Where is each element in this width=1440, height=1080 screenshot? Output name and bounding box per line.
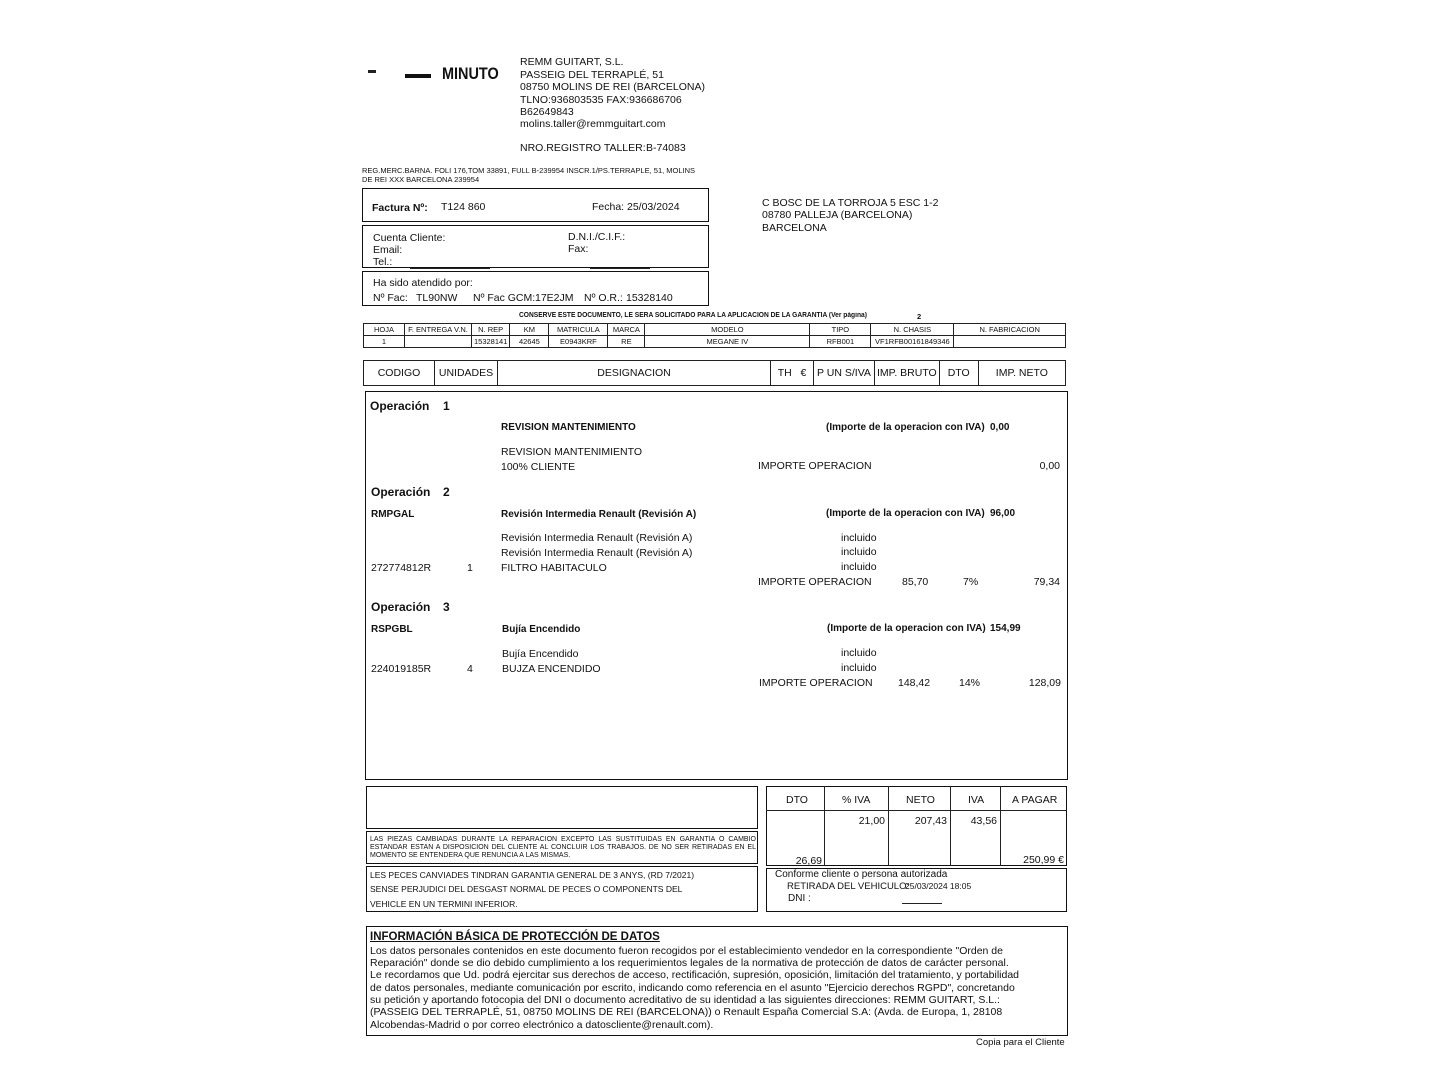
operation-code: RSPGBL [371, 624, 413, 635]
operation-total-neto: 79,34 [1033, 576, 1060, 588]
registro-value: B-74083 [646, 142, 686, 154]
vehicle-table [363, 323, 1066, 348]
columns-header [363, 360, 1066, 386]
col-th-label: TH [777, 367, 792, 379]
logo-mark [405, 74, 431, 78]
operation-total-label: IMPORTE OPERACION [759, 677, 873, 689]
totals-header-dto: DTO [786, 794, 808, 806]
footer-copy-label: Copia para el Cliente [976, 1037, 1065, 1048]
col-imp-bruto: IMP. BRUTO [875, 361, 940, 386]
garantia-line-2: SENSE PERJUDICI DEL DESGAST NORMAL DE PECES O COMPONENTS DEL [370, 884, 683, 894]
cuenta-cliente-label: Cuenta Cliente: [373, 232, 446, 244]
vehicle-header: HOJA [364, 324, 405, 336]
line-desc: Revisión Intermedia Renault (Revisión A) [501, 547, 693, 559]
company-address-2: 08750 MOLINS DE REI (BARCELONA) [520, 81, 705, 93]
operation-total-bruto: 148,42 [898, 677, 931, 689]
logo-text: MINUTO [442, 64, 499, 83]
operation-title: Operación [371, 485, 431, 499]
dni-label: D.N.I./C.I.F.: [568, 231, 626, 243]
operation-total-label: IMPORTE OPERACION [758, 576, 872, 588]
operation-importe-label: (Importe de la operacion con IVA) [826, 422, 985, 433]
operation-importe-label: (Importe de la operacion con IVA) [826, 508, 985, 519]
vehicle-value-row [364, 336, 1066, 348]
nor-label: Nº O.R.: [584, 292, 623, 304]
operation-name: Revisión Intermedia Renault (Revisión A) [501, 509, 697, 520]
line-desc: BUJZA ENCENDIDO [502, 663, 601, 675]
totals-col-rule [1000, 786, 1001, 866]
notes-empty-box [366, 786, 758, 829]
operation-total-dto: 7% [963, 576, 979, 588]
vehicle-header: MATRICULA [549, 324, 608, 336]
operation-importe-value: 0,00 [990, 422, 1010, 433]
proteccion-line: Los datos personales contenidos en este documento fueron recogidos por el establecimiento vendedor en la correspondiente "Orden de [370, 945, 1003, 957]
proteccion-line: de datos personales, mediante comunicación por escrito, indicando como referencia en el asunto "Ejercicio derechos RGPD", concretando [370, 982, 1015, 994]
vehicle-header: F. ENTREGA V.N. [405, 324, 472, 336]
garantia-line-1: LES PECES CANVIADES TINDRAN GARANTIA GENERAL DE 3 ANYS, (RD 7/2021) [370, 870, 695, 880]
col-th [771, 361, 814, 386]
vehicle-header: MODELO [645, 324, 810, 336]
totals-neto: 207,43 [914, 815, 947, 827]
company-cif: B62649843 [520, 106, 574, 118]
totals-col-rule [950, 786, 951, 866]
line-status: incluido [841, 561, 877, 573]
totals-header-iva: IVA [968, 794, 985, 806]
operation-total-neto: 0,00 [1039, 460, 1060, 472]
tel-label: Tel.: [373, 256, 393, 268]
proteccion-line: Le recordamos que Ud. podrá ejercitar sus derechos de acceso, rectificación, supresión, oposición, limitación del tratamiento, y portabilidad [370, 969, 1020, 981]
operation-total-label: IMPORTE OPERACION [758, 460, 872, 472]
nfac-gcm-label: Nº Fac GCM: [473, 292, 536, 304]
fecha-label: Fecha: [592, 201, 625, 213]
customer-box-rule [410, 268, 490, 269]
totals-iva: 43,56 [970, 815, 997, 827]
vehicle-value: RFB001 [810, 336, 871, 348]
line-code: 224019185R [371, 663, 432, 675]
line-status: incluido [841, 532, 877, 544]
line-desc: REVISION MANTENIMIENTO [501, 446, 642, 458]
proteccion-line: Alcobendas-Madrid o por correo electrónico a datoscliente@renault.com). [370, 1019, 714, 1031]
warranty-note-page: 2 [917, 312, 922, 321]
totals-iva-pct: 21,00 [858, 815, 885, 827]
col-codigo: CODIGO [364, 361, 435, 386]
attended-label: Ha sido atendido por: [373, 277, 473, 289]
nfac-gcm-value: 17E2JM [535, 292, 574, 304]
line-desc: 100% CLIENTE [501, 461, 576, 473]
customer-address-3: BARCELONA [762, 222, 827, 234]
col-unidades: UNIDADES [435, 361, 498, 386]
vehicle-value: RE [608, 336, 645, 348]
line-desc: Revisión Intermedia Renault (Revisión A) [501, 532, 693, 544]
vehicle-header-row [364, 324, 1066, 336]
vehicle-header: N. CHASIS [871, 324, 954, 336]
totals-col-rule [824, 786, 825, 866]
line-desc: Bujía Encendido [502, 648, 579, 660]
vehicle-value: VF1RFB00161849346 [871, 336, 954, 348]
conforme-label: Conforme cliente o persona autorizada [775, 869, 948, 880]
operation-number: 1 [443, 399, 450, 413]
reg-merc-line-2: DE REI XXX BARCELONA 239954 [362, 175, 480, 184]
factura-value: T124 860 [441, 201, 486, 213]
operation-importe-value: 96,00 [990, 508, 1016, 519]
operation-title: Operación [370, 399, 430, 413]
reg-merc-line-1: REG.MERC.BARNA. FOLI 176,TOM 33891, FULL B-239954 INSCR.1/PS.TERRAPLE, 51, MOLINS [362, 166, 696, 175]
vehicle-value: MEGANE IV [645, 336, 810, 348]
col-designacion: DESIGNACION [498, 361, 771, 386]
line-units: 1 [467, 562, 473, 574]
totals-header-pagar: A PAGAR [1012, 794, 1058, 806]
registro-label: NRO.REGISTRO TALLER: [520, 142, 646, 154]
vehicle-value: 1 [364, 336, 405, 348]
line-desc: FILTRO HABITACULO [501, 562, 607, 574]
operation-number: 3 [443, 600, 450, 614]
line-status: incluido [841, 647, 877, 659]
operation-total-bruto: 85,70 [902, 576, 929, 588]
vehicle-value [954, 336, 1066, 348]
garantia-line-3: VEHICLE EN UN TERMINI INFERIOR. [370, 899, 518, 909]
totals-header-rule [766, 810, 1067, 811]
totals-dto: 26,69 [795, 855, 822, 867]
company-phones: TLNO:936803535 FAX:936686706 [520, 94, 682, 106]
nfac-label: Nº Fac: [373, 292, 408, 304]
conforme-dni-label: DNI : [788, 893, 811, 904]
nfac-value: TL90NW [416, 292, 458, 304]
operation-code: RMPGAL [371, 509, 415, 520]
proteccion-line: (PASSEIG DEL TERRAPLÉ, 51, 08750 MOLINS DE REI (BARCELONA)) o Renault España Comercial S.A: (Avda. de Europa, 1, 28108 [370, 1006, 1003, 1018]
col-pun: P UN S/IVA [814, 361, 875, 386]
vehicle-value [405, 336, 472, 348]
company-email: molins.taller@remmguitart.com [520, 118, 666, 130]
line-units: 4 [467, 663, 473, 675]
vehicle-header: MARCA [608, 324, 645, 336]
operation-total-dto: 14% [959, 677, 981, 689]
proteccion-title: INFORMACIÓN BÁSICA DE PROTECCIÓN DE DATOS [370, 931, 660, 943]
vehicle-value: 42645 [510, 336, 549, 348]
operation-title: Operación [371, 600, 431, 614]
warranty-note: CONSERVE ESTE DOCUMENTO, LE SERA SOLICITADO PARA LA APLICACION DE LA GARANTIA (Ver página) [519, 312, 867, 319]
email-label: Email: [373, 244, 403, 256]
line-status: incluido [841, 546, 877, 558]
fecha-value: 25/03/2024 [627, 201, 680, 213]
totals-header-neto: NETO [906, 794, 935, 806]
col-euro: € [800, 367, 807, 379]
col-imp-neto: IMP. NETO [978, 361, 1065, 386]
operation-importe-value: 154,99 [990, 623, 1021, 634]
operation-name: Bujía Encendido [502, 624, 581, 635]
line-status: incluido [841, 662, 877, 674]
customer-address-1: C BOSC DE LA TORROJA 5 ESC 1-2 [762, 197, 939, 209]
operation-name: REVISION MANTENIMIENTO [501, 422, 636, 433]
company-name: REMM GUITART, S.L. [520, 56, 624, 68]
vehicle-header: KM [510, 324, 549, 336]
retirada-value: 25/03/2024 18:05 [905, 881, 972, 891]
totals-col-rule [888, 786, 889, 866]
piezas-note: LAS PIEZAS CAMBIADAS DURANTE LA REPARACION EXCEPTO LAS SUSTITUIDAS EN GARANTIA O CAMBIO ESTANDAR ESTAN A DISPOSICION DEL CLIENTE AL CONCLUIR LOS TRABAJOS. DE NO SER RETIRADAS EN EL MOMENTO SE ENTENDERA QUE RENUNCIA A LAS MISMAS. [370, 836, 756, 859]
col-dto: DTO [939, 361, 978, 386]
operation-number: 2 [443, 485, 450, 499]
proteccion-line: Reparación" donde se dio debido cumplimiento a los requerimientos legales de la normativa de protección de datos de carácter personal. [370, 957, 1009, 969]
totals-header-iva-pct: % IVA [842, 794, 871, 806]
retirada-label: RETIRADA DEL VEHICULO: [787, 881, 910, 892]
vehicle-header: N. FABRICACION [954, 324, 1066, 336]
vehicle-header: N. REP [472, 324, 510, 336]
vehicle-value: E0943KRF [549, 336, 608, 348]
company-address-1: PASSEIG DEL TERRAPLÉ, 51 [520, 69, 664, 81]
nor-value: 15328140 [626, 292, 673, 304]
customer-address-2: 08780 PALLEJA (BARCELONA) [762, 209, 913, 221]
line-code: 272774812R [371, 562, 432, 574]
totals-pagar: 250,99 € [1023, 854, 1064, 866]
vehicle-header: TIPO [810, 324, 871, 336]
customer-box-rule [590, 268, 650, 269]
dni-underline [902, 903, 942, 904]
operation-importe-label: (Importe de la operacion con IVA) [827, 623, 986, 634]
vehicle-value: 15328141 [472, 336, 510, 348]
factura-label: Factura Nº: [372, 202, 428, 214]
logo-mark [368, 70, 376, 73]
operation-total-neto: 128,09 [1028, 677, 1061, 689]
fax-label: Fax: [568, 243, 589, 255]
proteccion-line: su petición y aportando fotocopia del DNI o documento acreditativo de su identidad a las siguientes direcciones: REMM GUITART, S.L.: [370, 994, 1000, 1006]
